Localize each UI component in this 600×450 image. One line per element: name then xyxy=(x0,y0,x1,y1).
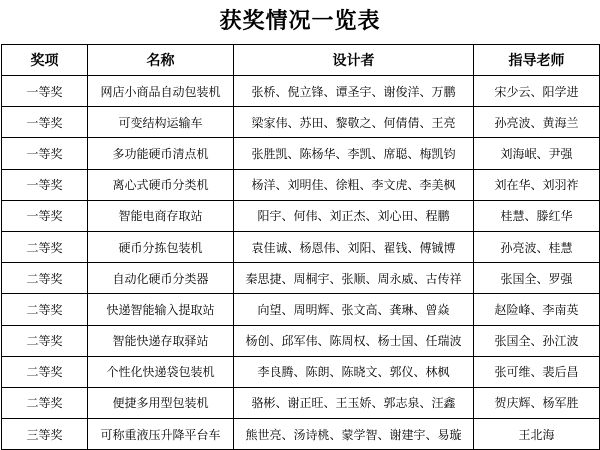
designers-cell: 阳宇、何伟、刘正杰、刘心田、程鹏 xyxy=(234,200,474,231)
award-cell: 二等奖 xyxy=(2,263,88,294)
name-cell: 网店小商品自动包装机 xyxy=(88,76,234,107)
designers-cell: 张桥、倪立锋、谭圣宇、谢俊洋、万鹏 xyxy=(234,76,474,107)
advisors-cell: 张国全、罗强 xyxy=(474,263,600,294)
table-row xyxy=(2,294,600,325)
table-row xyxy=(2,138,600,169)
table-row xyxy=(2,419,600,450)
advisors-cell: 刘海岷、尹强 xyxy=(474,138,600,169)
awards-table xyxy=(1,44,600,450)
name-cell: 自动化硬币分类器 xyxy=(88,263,234,294)
name-cell: 硬币分拣包装机 xyxy=(88,231,234,262)
table-header-row xyxy=(2,45,600,76)
header-designers: 设计者 xyxy=(234,45,474,76)
page-title: 获奖情况一览表 xyxy=(219,9,381,34)
table-row xyxy=(2,169,600,200)
header-name: 名称 xyxy=(88,45,234,76)
advisors-cell: 张国全、孙江波 xyxy=(474,325,600,356)
award-cell: 一等奖 xyxy=(2,200,88,231)
name-cell: 快递智能输入提取站 xyxy=(88,294,234,325)
name-cell: 可变结构运输车 xyxy=(88,107,234,138)
table-row xyxy=(2,263,600,294)
designers-cell: 梁家伟、苏田、黎敬之、何倩倩、王亮 xyxy=(234,107,474,138)
name-cell: 便捷多用型包装机 xyxy=(88,387,234,418)
award-cell: 二等奖 xyxy=(2,356,88,387)
award-cell: 二等奖 xyxy=(2,387,88,418)
designers-cell: 秦思捷、周桐宇、张顺、周永威、古传祥 xyxy=(234,263,474,294)
header-advisors: 指导老师 xyxy=(474,45,600,76)
header-award: 奖项 xyxy=(2,45,88,76)
award-cell: 二等奖 xyxy=(2,294,88,325)
award-cell: 一等奖 xyxy=(2,107,88,138)
designers-cell: 向望、周明辉、张文高、龚琳、曾焱 xyxy=(234,294,474,325)
award-cell: 二等奖 xyxy=(2,231,88,262)
advisors-cell: 宋少云、阳学进 xyxy=(474,76,600,107)
advisors-cell: 刘在华、刘羽祚 xyxy=(474,169,600,200)
designers-cell: 李良腾、陈朗、陈晓文、郭仪、林枫 xyxy=(234,356,474,387)
table-row xyxy=(2,231,600,262)
table-row xyxy=(2,107,600,138)
advisors-cell: 贺庆辉、杨军胜 xyxy=(474,387,600,418)
advisors-cell: 孙亮波、黄海兰 xyxy=(474,107,600,138)
designers-cell: 张胜凯、陈杨华、李凯、席聪、梅凯钧 xyxy=(234,138,474,169)
table-row xyxy=(2,200,600,231)
advisors-cell: 赵险峰、李南英 xyxy=(474,294,600,325)
name-cell: 个性化快递袋包装机 xyxy=(88,356,234,387)
designers-cell: 熊世亮、汤诗桃、蒙学智、谢建宇、易璇 xyxy=(234,419,474,450)
award-cell: 三等奖 xyxy=(2,419,88,450)
advisors-cell: 张可维、裴后昌 xyxy=(474,356,600,387)
award-cell: 一等奖 xyxy=(2,169,88,200)
designers-cell: 杨创、邱军伟、陈周权、杨士国、任瑞波 xyxy=(234,325,474,356)
name-cell: 多功能硬币清点机 xyxy=(88,138,234,169)
table-row xyxy=(2,76,600,107)
award-cell: 一等奖 xyxy=(2,76,88,107)
table-row xyxy=(2,387,600,418)
advisors-cell: 王北海 xyxy=(474,419,600,450)
name-cell: 智能快递存取驿站 xyxy=(88,325,234,356)
designers-cell: 杨洋、刘明佳、徐粗、李文虎、李美枫 xyxy=(234,169,474,200)
award-cell: 二等奖 xyxy=(2,325,88,356)
name-cell: 智能电商存取站 xyxy=(88,200,234,231)
advisors-cell: 孙亮波、桂慧 xyxy=(474,231,600,262)
name-cell: 离心式硬币分类机 xyxy=(88,169,234,200)
award-cell: 一等奖 xyxy=(2,138,88,169)
designers-cell: 骆彬、谢正旺、王玉娇、郭志泉、汪鑫 xyxy=(234,387,474,418)
table-row xyxy=(2,356,600,387)
designers-cell: 袁佳诚、杨恩伟、刘阳、翟钱、傅铖博 xyxy=(234,231,474,262)
table-row xyxy=(2,325,600,356)
advisors-cell: 桂慧、滕红华 xyxy=(474,200,600,231)
name-cell: 可称重液压升降平台车 xyxy=(88,419,234,450)
